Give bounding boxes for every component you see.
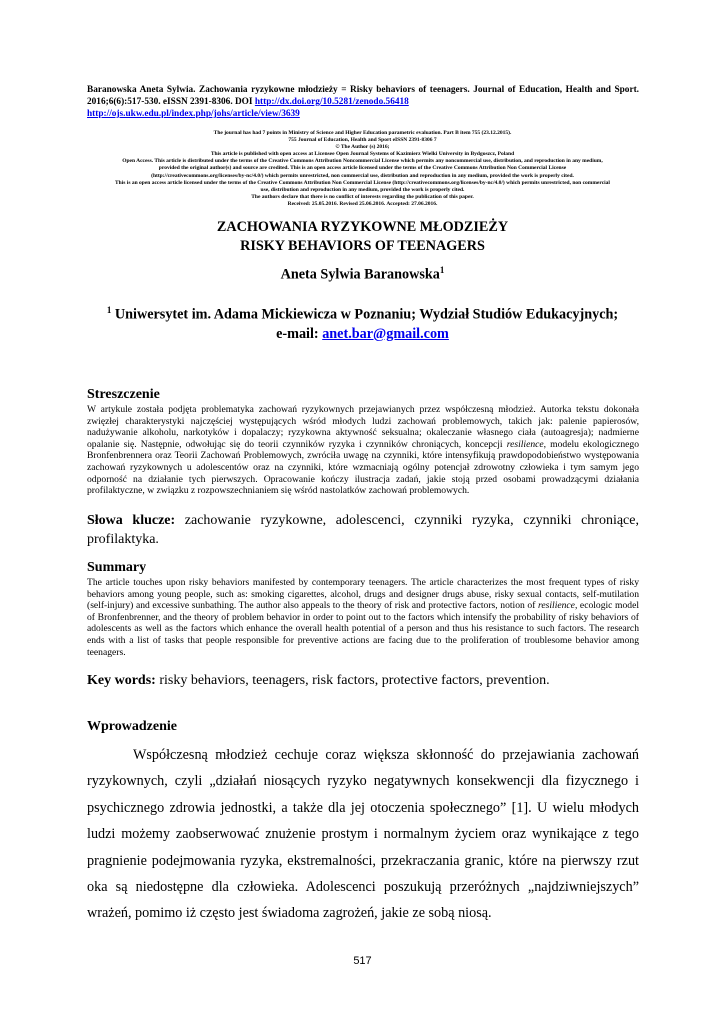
citation-block	[87, 84, 639, 120]
title-polish: ZACHOWANIA RYZYKOWNE MŁODZIEŻY	[216, 219, 509, 235]
license-line: This is an open access article licensed under the terms of the Creative Commons Attribution Non Commercial License (http://creativecommons.org/licenses/by-nc/4.0/) which permits unrestricted, non commercial	[115, 179, 610, 186]
wprowadzenie-heading: Wprowadzenie	[87, 719, 177, 734]
wprowadzenie-text: Współczesną młodzież cechuje coraz większa skłonność do przejawiania zachowań ryzykownych, czyli „działań niosących ryzyko negatywnych konsekwencji dla fizycznego i psychicznego zdrowia jednostki, a także dla jej otoczenia społecznego” [1]. U wielu młodych ludzi możemy zaobserwować znużenie prostym i normalnym życiem oraz wynikające z tego pragnienie podejmowania ryzyka, ekstremalności, przekraczania granic, które na pierwszy rzut oka są niedostępne dla człowieka. Adolescenci poszukują przeróżnych „najdziwniejszych” wrażeń, pomimo iż często jest świadoma zagrożeń, jakie ze sobą niosą.	[87, 747, 639, 922]
slowa-kluczowe-text: zachowanie ryzykowne, adolescenci, czynniki ryzyka, czynniki chroniące, profilaktyka.	[87, 513, 639, 547]
license-line: Open Access. This article is distributed under the terms of the Creative Commons Attribution Noncommercial License which permits any noncommercial use, distribution, and reproduction in any medium,	[122, 158, 603, 165]
license-line: 755 Journal of Education, Health and Sport eISSN 2391-8306 7	[288, 137, 437, 144]
summary-text: The article touches upon risky behaviors manifested by contemporary teenagers. The article characterizes the most frequent types of risky behaviors among young people, such as: smoking cigarettes, alcohol, drugs and designer drugs abuse, risky sexual contacts, self-mutilation (self-injury) and excessive sunbathing. The author also appeals to the theory of risk and protective factors, notion of resilience, ecologic model of Bronfenbrenner, and the theory of problem behavior in order to point out to the factors which intensify the probability of risky behaviors of adolescents as well as the factors which enhance the overall health potential of a person and thus his resistance to such factors. The research ends with a list of tasks that people responsible for preventive actions are facing due to the proliferation of troublesome behavior among teenagers.	[87, 577, 640, 658]
key-words	[87, 671, 639, 690]
doi-link[interactable]: http://dx.doi.org/10.5281/zenodo.56418	[254, 97, 409, 107]
license-line: The journal has had 7 points in Ministry of Science and Higher Education parametric evaluation. Part B item 755 (23.12.2015).	[213, 130, 512, 136]
email-link[interactable]: anet.bar@gmail.com	[322, 325, 449, 342]
author-name: Aneta Sylwia Baranowska	[280, 266, 440, 283]
affiliation-text: Uniwersytet im. Adama Mickiewicza w Poznaniu; Wydział Studiów Edukacyjnych;	[114, 306, 619, 323]
author-sup: 1	[439, 265, 445, 275]
page-number: 517	[353, 955, 372, 967]
article-title	[60, 218, 665, 256]
key-words-label: Key words:	[87, 673, 156, 688]
slowa-kluczowe	[87, 511, 639, 549]
citation-text: Baranowska Aneta Sylwia. Zachowania ryzykowne młodzieży = Risky behaviors of teenagers. Journal of Education, Health and Sport. 2016;6(6):517-530. eISSN 2391-8306. DOI	[87, 85, 639, 107]
license-line: © The Author (s) 2016;	[335, 144, 390, 151]
license-line: The authors declare that there is no conflict of interests regarding the publication of this paper.	[251, 193, 474, 200]
streszczenie-text: W artykule została podjęta problematyka zachowań ryzykownych przejawianych przez współczesną młodzież. Autorka tekstu dokonała zwięzłej charakterystyki najczęściej występujących wśród młodych ludzi zachowań problemowych, takich jak: palenie papierosów, nadużywanie alkoholu, narkotyków i dopalaczy; ryzykowna aktywność seksualna; okaleczanie własnego ciała (autoagresja); nadmierne opalanie się. Następnie, odwołując się do teorii czynników ryzyka i czynników chroniących, koncepcji resilience, modelu ekologicznego Bronfenbrennera oraz Teorii Zachowań Problemowych, zwróciła uwagę na czynniki, które intensyfikują prawdopodobieństwo występowania zachowań ryzykownych u adolescentów oraz na czynniki, które wzmacniają ogólny potencjał zdrowotny człowieka i tym samym jego odporność na działanie tych pierwszych. Opracowanie kończy ilustracja zadań, jakie stoją przed osobami prowadzącymi działania profilaktyczne, w związku z rozpowszechnianiem się wśród nastolatków zachowań problemowych.	[87, 404, 639, 497]
resilience-italic: resilience	[506, 438, 544, 450]
slowa-kluczowe-label: Słowa klucze:	[87, 513, 176, 528]
license-line: Received: 25.05.2016. Revised 25.06.2016. Accepted: 27.06.2016.	[287, 200, 438, 207]
title-english: RISKY BEHAVIORS OF TEENAGERS	[240, 238, 485, 254]
streszczenie-heading: Streszczenie	[87, 387, 160, 402]
key-words-text: risky behaviors, teenagers, risk factors, protective factors, prevention.	[155, 673, 550, 688]
affiliation-sup: 1	[106, 305, 112, 315]
license-line: (http://creativecommons.org/licenses/by-nc/4.0/) which permits unrestricted, non commercial use, distribution and reproduction in any medium, provided the work is properly cited.	[151, 172, 574, 179]
summary-heading: Summary	[87, 560, 147, 575]
article-link[interactable]: http://ojs.ukw.edu.pl/index.php/johs/article/view/3639	[87, 109, 300, 119]
email-label: e-mail:	[276, 325, 323, 342]
author-line	[60, 265, 665, 284]
resilience-italic-en: resilience	[538, 600, 575, 612]
license-line: This article is published with open access at Licensee Open Journal Systems of Kazimierz Wielki University in Bydgoszcz, Poland	[210, 151, 515, 158]
license-line: provided the original author(s) and source are credited. This is an open access article licensed under the terms of the Creative Commons Attribution Non Commercial License	[158, 165, 567, 172]
license-block	[60, 130, 665, 208]
affiliation	[60, 301, 665, 344]
license-line: use, distribution and reproduction in any medium, provided the work is properly cited.	[260, 186, 465, 193]
